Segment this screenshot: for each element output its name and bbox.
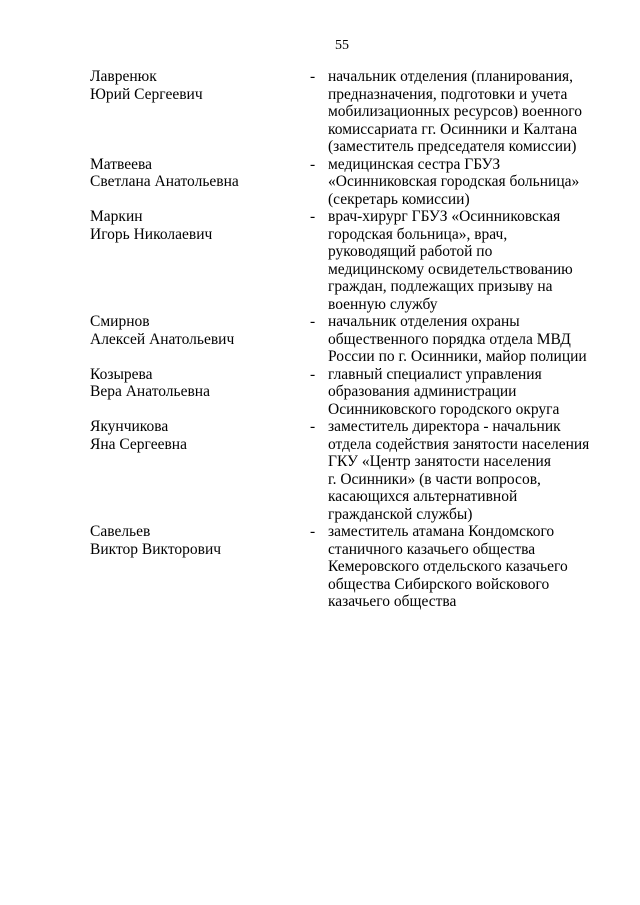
member-entry — [90, 366, 590, 419]
member-name — [90, 523, 310, 558]
dash-separator: - — [310, 208, 316, 225]
member-name — [90, 313, 310, 348]
member-role: медицинская сестра ГБУЗ «Осинниковская городская больница» (секретарь комиссии) — [328, 155, 580, 208]
member-entry — [90, 313, 590, 366]
dash-separator: - — [310, 523, 316, 540]
member-entry — [90, 418, 590, 523]
member-surname: Смирнов — [90, 313, 150, 330]
dash-separator: - — [310, 365, 316, 383]
member-surname: Лавренюк — [90, 68, 157, 85]
member-role: начальник отделения охраны общественного порядка отдела МВД России по г. Осинники, майор полиции — [328, 313, 587, 365]
member-given-names: Светлана Анатольевна — [90, 173, 239, 190]
dash-separator: - — [310, 155, 316, 173]
member-entry — [90, 156, 590, 209]
member-role: главный специалист управления образования администрации Осинниковского городского округа — [328, 365, 560, 418]
member-given-names: Игорь Николаевич — [90, 225, 213, 243]
member-surname: Козырева — [90, 365, 153, 383]
member-given-names: Виктор Викторович — [90, 540, 222, 558]
member-entry — [90, 523, 590, 611]
member-name — [90, 366, 310, 401]
page-number: 55 — [335, 38, 349, 53]
member-surname: Савельев — [90, 523, 151, 540]
member-role: заместитель директора - начальник отдела содействия занятости населения ГКУ «Центр занятости населения г. Осинники» (в части вопросов, касающихся альтернативной гражданской службы) — [328, 418, 590, 523]
member-surname: Якунчикова — [90, 418, 169, 435]
member-given-names: Вера Анатольевна — [90, 383, 210, 400]
member-name — [90, 68, 310, 103]
member-entry — [90, 68, 590, 156]
member-surname: Матвеева — [90, 155, 153, 173]
dash-separator: - — [310, 68, 316, 85]
member-role: врач-хирург ГБУЗ «Осинниковская городская больница», врач, руководящий работой по медицинскому освидетельствованию граждан, подлежащих призыву на военную службу — [328, 208, 573, 313]
member-given-names: Юрий Сергеевич — [90, 85, 203, 103]
member-given-names: Яна Сергеевна — [90, 435, 187, 453]
dash-separator: - — [310, 313, 316, 330]
member-name — [90, 156, 310, 191]
member-given-names: Алексей Анатольевич — [90, 330, 235, 348]
member-entry — [90, 208, 590, 313]
dash-separator: - — [310, 418, 316, 435]
member-role: заместитель атамана Кондомского станичного казачьего общества Кемеровского отдельского казачьего общества Сибирского войскового казачьего общества — [328, 523, 568, 610]
member-name — [90, 418, 310, 453]
member-surname: Маркин — [90, 208, 143, 225]
member-role: начальник отделения (планирования, предназначения, подготовки и учета мобилизационных ресурсов) военного комиссариата гг. Осинники и Калтана (заместитель председателя комиссии) — [328, 68, 583, 155]
member-name — [90, 208, 310, 243]
commission-members-list — [90, 68, 590, 611]
